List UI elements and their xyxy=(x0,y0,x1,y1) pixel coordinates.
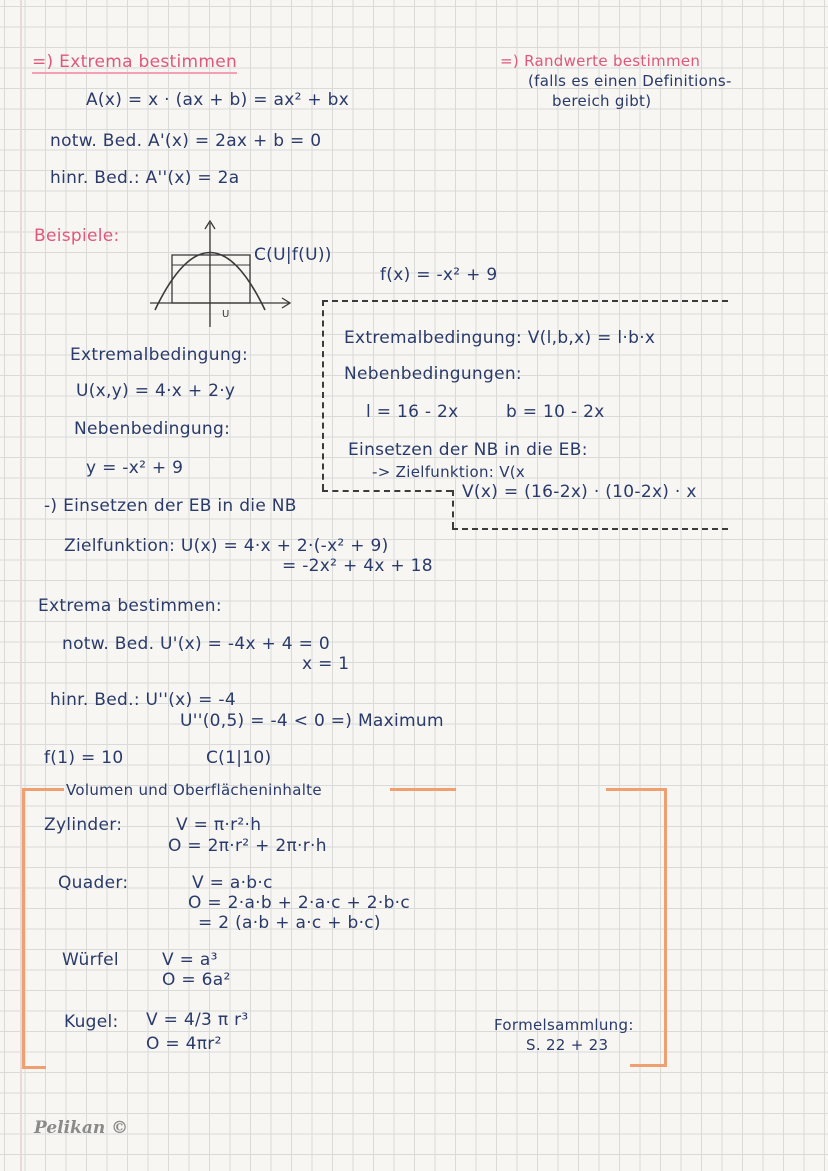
right-b-formula: b = 10 - 2x xyxy=(506,402,605,422)
right-einsetzen: Einsetzen der NB in die EB: xyxy=(348,440,588,460)
right-extremal-bed: Extremalbedingung: V(l,b,x) = l·b·x xyxy=(344,328,656,348)
beispiele-label: Beispiele: xyxy=(34,226,120,246)
left-zielfunktion: Zielfunktion: U(x) = 4·x + 2·(-x² + 9) xyxy=(64,536,389,556)
kugel-o: O = 4πr² xyxy=(146,1034,222,1054)
wuerfel-label: Würfel xyxy=(62,950,119,970)
extrema-heading: =) Extrema bestimmen xyxy=(32,52,238,72)
u-mark: U xyxy=(222,309,230,320)
left-einsetzen: -) Einsetzen der EB in die NB xyxy=(44,496,297,516)
formelsammlung-pages: S. 22 + 23 xyxy=(526,1036,609,1054)
left-x-result: x = 1 xyxy=(302,654,350,674)
zylinder-label: Zylinder: xyxy=(44,815,123,835)
zylinder-v: V = π·r²·h xyxy=(176,815,262,835)
left-f1: f(1) = 10 xyxy=(44,748,124,768)
hinr-bed: hinr. Bed.: A''(x) = 2a xyxy=(50,168,240,188)
left-notw: notw. Bed. U'(x) = -4x + 4 = 0 xyxy=(62,634,330,654)
extrema-formula: A(x) = x · (ax + b) = ax² + bx xyxy=(86,90,350,110)
left-u-formula: U(x,y) = 4·x + 2·y xyxy=(76,381,236,401)
parabola-sketch xyxy=(140,215,300,330)
point-label: C(U|f(U)) xyxy=(254,245,332,265)
zylinder-o: O = 2π·r² + 2π·r·h xyxy=(168,836,327,856)
right-v-formula: V(x) = (16-2x) · (10-2x) · x xyxy=(462,482,697,502)
bracket-bottom-right xyxy=(630,1064,667,1067)
right-l-formula: l = 16 - 2x xyxy=(366,402,459,422)
bracket-top-mid xyxy=(390,788,456,791)
quader-label: Quader: xyxy=(58,873,129,893)
notw-bed: notw. Bed. A'(x) = 2ax + b = 0 xyxy=(50,131,322,151)
randwerte-line2: (falls es einen Definitions- xyxy=(528,72,732,90)
dashed-box-mid xyxy=(322,490,452,492)
dashed-box-mid-v xyxy=(452,490,454,528)
randwerte-line3: bereich gibt) xyxy=(552,92,652,110)
quader-v: V = a·b·c xyxy=(192,873,273,893)
bracket-left xyxy=(22,788,25,1068)
wuerfel-o: O = 6a² xyxy=(162,970,231,990)
kugel-v: V = 4/3 π r³ xyxy=(146,1010,249,1030)
bracket-top-left xyxy=(22,788,64,791)
left-neben-bed: Nebenbedingung: xyxy=(74,419,231,439)
formelsammlung-label: Formelsammlung: xyxy=(494,1016,634,1034)
right-neben-bed: Nebenbedingungen: xyxy=(344,364,522,384)
quader-o2: = 2 (a·b + a·c + b·c) xyxy=(198,913,381,933)
dashed-box-bottom xyxy=(452,528,728,530)
randwerte-heading: =) Randwerte bestimmen xyxy=(500,52,701,70)
bracket-right xyxy=(664,788,667,1066)
bracket-bottom-left xyxy=(22,1066,46,1069)
pelikan-logo: Pelikan © xyxy=(34,1118,129,1138)
left-hinr: hinr. Bed.: U''(x) = -4 xyxy=(50,690,236,710)
left-zielfunktion-2: = -2x² + 4x + 18 xyxy=(282,556,433,576)
right-zielfunktion: -> Zielfunktion: V(x xyxy=(372,463,526,481)
kugel-label: Kugel: xyxy=(64,1012,119,1032)
dashed-box-top xyxy=(322,300,728,302)
bracket-top-right xyxy=(606,788,666,791)
left-extrema-bestimmen: Extrema bestimmen: xyxy=(38,596,222,616)
left-extremal-bed: Extremalbedingung: xyxy=(70,345,249,365)
quader-o: O = 2·a·b + 2·a·c + 2·b·c xyxy=(188,893,411,913)
left-y-formula: y = -x² + 9 xyxy=(86,458,184,478)
left-hinr-2: U''(0,5) = -4 < 0 =) Maximum xyxy=(180,711,444,731)
volumen-heading: Volumen und Oberflächeninhalte xyxy=(66,781,322,799)
function-label: f(x) = -x² + 9 xyxy=(380,265,498,285)
wuerfel-v: V = a³ xyxy=(162,950,218,970)
left-c-point: C(1|10) xyxy=(206,748,272,768)
dashed-box-left xyxy=(322,300,324,490)
inscribed-rectangle xyxy=(172,255,250,303)
